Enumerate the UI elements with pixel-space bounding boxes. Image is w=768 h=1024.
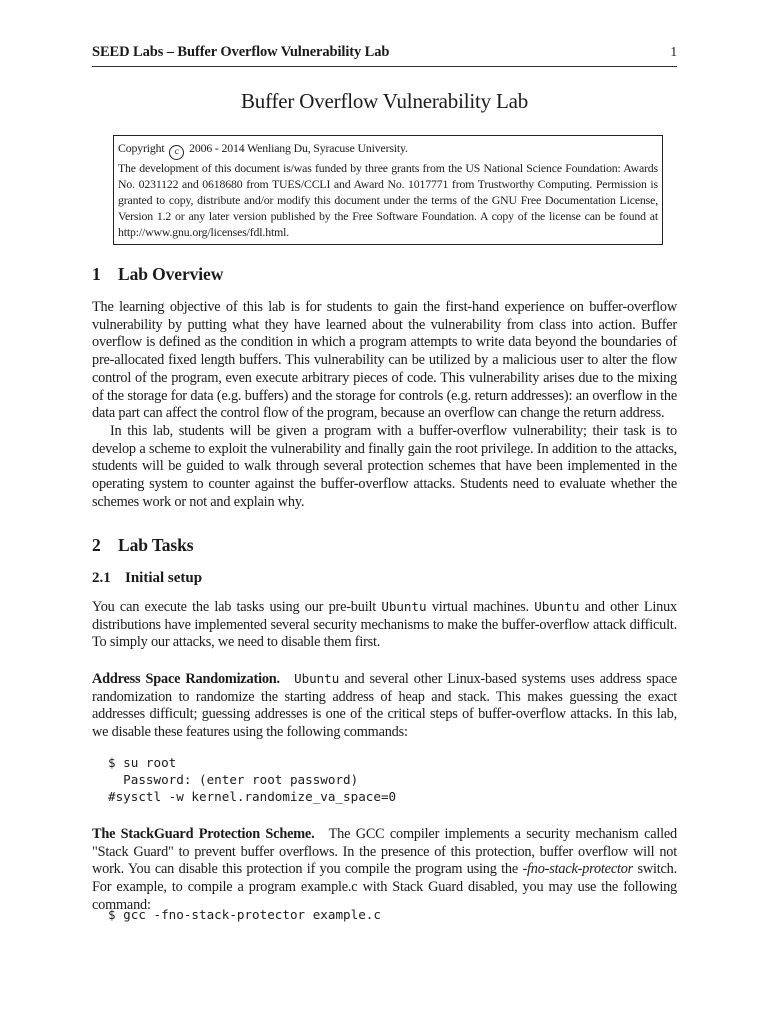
subsection-heading-setup bbox=[92, 570, 202, 587]
aslr-paragraph bbox=[92, 670, 677, 742]
aslr-body bbox=[92, 670, 677, 742]
setup-body bbox=[92, 598, 677, 652]
copyright-symbol-icon: c bbox=[169, 145, 184, 160]
copyright-line bbox=[118, 140, 658, 160]
ubuntu-term: Ubuntu bbox=[381, 599, 427, 614]
setup-paragraph bbox=[92, 598, 677, 652]
aslr-code-block: $ su root Password: (enter root password) #sysctl -w kernel.randomize_va_space=0 bbox=[108, 755, 397, 804]
gcc-code-block: $ gcc -fno-stack-protector example.c bbox=[108, 907, 381, 922]
copyright-body: The development of this document is/was funded by three grants from the US National Science Foundation: Awards No. 0231122 and 0618680 from TUES/CCLI and Award No. 1017771 from Trustworthy Computing. Permission is granted to copy, distribute and/or modify this document under the terms of the GNU Free Documentation License, Version 1.2 or any later version published by the Free Software Foundation. A copy of the license can be found at http://www.gnu.org/licenses/fdl.html. bbox=[118, 161, 658, 240]
running-header bbox=[92, 44, 677, 61]
setup-text-a: You can execute the lab tasks using our pre-built bbox=[92, 599, 377, 615]
section-title: Lab Tasks bbox=[118, 535, 194, 555]
running-title: SEED Labs – Buffer Overflow Vulnerability Lab bbox=[92, 44, 390, 60]
copyright-label: Copyright bbox=[118, 141, 165, 155]
stackguard-heading: The StackGuard Protection Scheme. bbox=[92, 826, 315, 842]
setup-text-c: and other Linux distributions have implemented several security mechanisms to make the buffer-overflow attack difficult. To simply our attacks, we need to disable them first. bbox=[92, 599, 677, 651]
overview-paragraph-1: The learning objective of this lab is for students to gain the first-hand experience on buffer-overflow vulnerability by putting what they have learned about the vulnerability from class into action. Buffer overflow is defined as the condition in which a program attempts to write data beyond the boundaries of pre-allocated fixed length buffers. This vulnerability can be utilized by a malicious user to alter the flow control of the program, even execute arbitrary pieces of code. This vulnerability arises due to the mixing of the storage for data (e.g. buffers) and the storage for controls (e.g. return addresses): an overflow in the data part can affect the control flow of the program, because an overflow can change the return address. bbox=[92, 299, 677, 422]
copyright-box bbox=[113, 135, 663, 245]
document-title: Buffer Overflow Vulnerability Lab bbox=[240, 89, 529, 113]
stackguard-text-a: The GCC compiler implements a security mechanism called "Stack Guard" to prevent buffer overflows. In the presence of this protection, buffer overflow will not work. You can disable this protection if you compile the program using the bbox=[92, 826, 677, 878]
page-number: 1 bbox=[670, 44, 677, 59]
section-number: 1 bbox=[92, 264, 101, 284]
header-rule bbox=[92, 66, 677, 67]
stackguard-paragraph bbox=[92, 826, 677, 915]
ubuntu-term: Ubuntu bbox=[534, 599, 580, 614]
overview-paragraph-2: In this lab, students will be given a program with a buffer-overflow vulnerability; their task is to develop a scheme to exploit the vulnerability and finally gain the root privilege. In addition to the attacks, students will be guided to walk through several protection schemes that have been implemented in the operating system to counter against the buffer-overflow attacks. Students need to evaluate whether the schemes work or not and explain why. bbox=[92, 422, 677, 510]
copyright-holder: 2006 - 2014 Wenliang Du, Syracuse University. bbox=[189, 141, 408, 155]
stackguard-text-b: switch. For example, to compile a program example.c with Stack Guard disabled, you may use the following command: bbox=[92, 861, 677, 913]
overview-body bbox=[92, 299, 677, 511]
section-title: Lab Overview bbox=[118, 264, 224, 284]
aslr-text: and several other Linux-based systems uses address space randomization to randomize the starting address of heap and stack. This makes guessing the exact addresses difficult; guessing addresses is one of the critical steps of buffer-overflow attacks. In this lab, we disable these features using the following commands: bbox=[92, 671, 678, 741]
subsection-number: 2.1 bbox=[92, 570, 111, 586]
section-heading-tasks bbox=[92, 535, 193, 556]
section-number: 2 bbox=[92, 535, 101, 555]
ubuntu-term: Ubuntu bbox=[294, 671, 340, 686]
aslr-heading: Address Space Randomization. bbox=[92, 671, 280, 687]
switch-name: -fno-stack-protector bbox=[522, 861, 634, 878]
section-heading-overview bbox=[92, 264, 223, 285]
setup-text-b: virtual machines. bbox=[431, 599, 529, 615]
stackguard-body bbox=[92, 826, 677, 915]
subsection-title: Initial setup bbox=[125, 570, 203, 586]
